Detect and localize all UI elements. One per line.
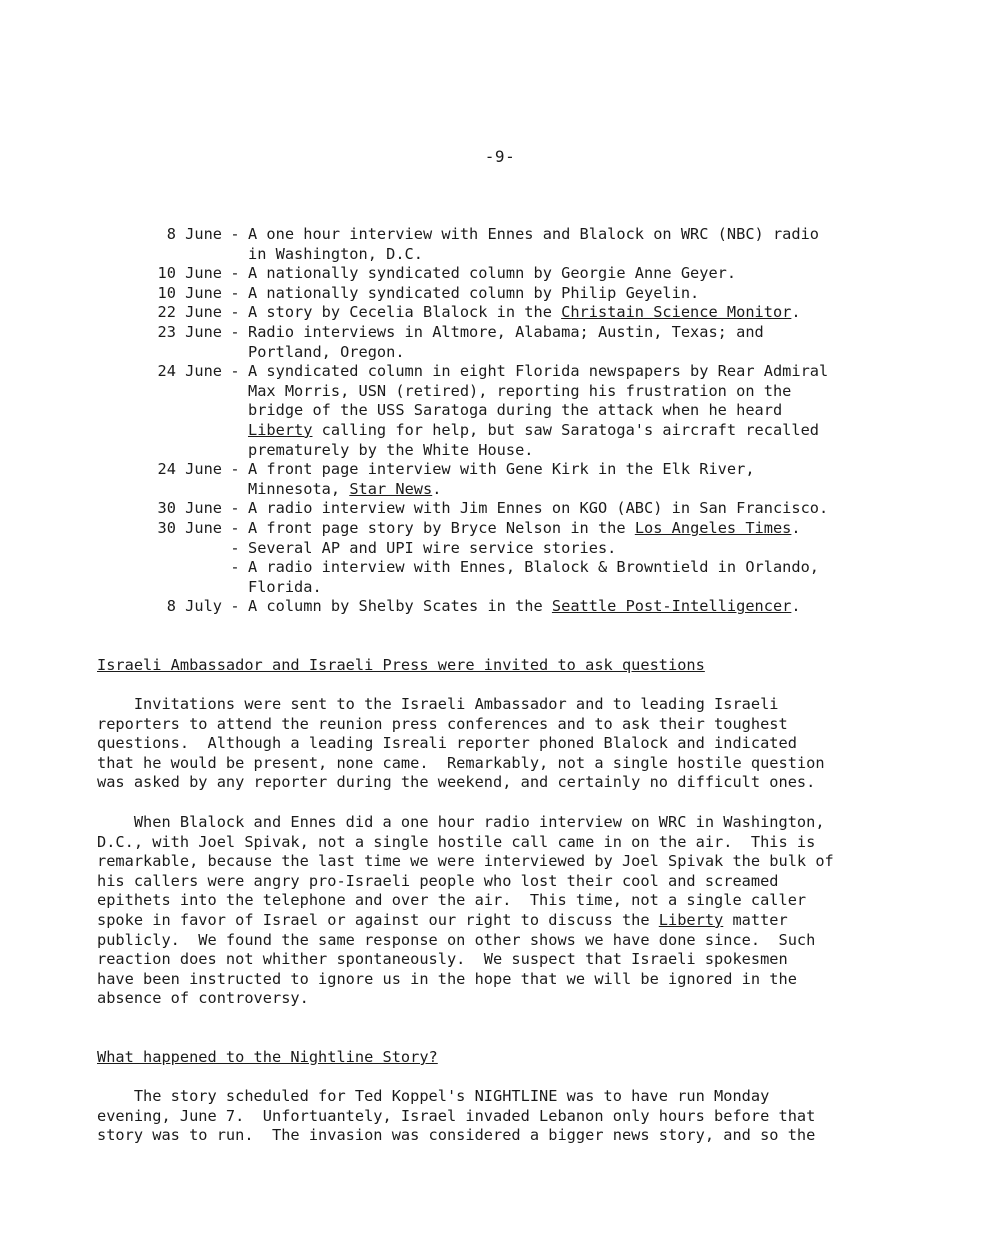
- entry-dash: -: [230, 518, 240, 537]
- entry-line: bridge of the USS Saratoga during the attack when he heard: [248, 401, 783, 420]
- list-item: [140, 460, 900, 499]
- entry-line: calling for help, but saw Saratoga's aircraft recalled: [312, 420, 819, 439]
- entry-line: Minnesota,: [248, 479, 350, 498]
- entry-line: A one hour interview with Ennes and Blalock on WRC (NBC) radio: [248, 225, 819, 243]
- publication-title: Star News: [349, 479, 433, 498]
- list-item: [140, 558, 900, 597]
- list-item: [140, 225, 900, 264]
- entry-line: Florida.: [248, 577, 322, 596]
- entry-text: [248, 303, 900, 323]
- paragraph-line: publicly. We found the same response on other shows we have done since. Such: [97, 930, 816, 949]
- media-coverage-list: [140, 225, 900, 617]
- publication-title: Christain Science Monitor: [561, 303, 792, 322]
- list-item: [140, 264, 900, 284]
- ship-name: Liberty: [658, 910, 724, 929]
- entry-line: A radio interview with Ennes, Blalock & Browntield in Orlando,: [248, 558, 819, 577]
- entry-line: A syndicated column in eight Florida newspapers by Rear Admiral: [248, 362, 829, 381]
- list-item: [140, 539, 900, 559]
- entry-dash: -: [230, 597, 240, 616]
- entry-dash: -: [230, 264, 240, 283]
- paragraph: [97, 1087, 917, 1146]
- section-heading: Israeli Ambassador and Israeli Press were invited to ask questions: [97, 656, 705, 674]
- entry-line: prematurely by the White House.: [248, 440, 534, 459]
- entry-date: 30 June: [157, 499, 222, 518]
- list-item: [140, 597, 900, 617]
- entry-text: [248, 284, 900, 304]
- entry-dash: -: [230, 362, 240, 381]
- entry-text: [248, 597, 900, 617]
- entry-text: [248, 225, 900, 264]
- paragraph-line: Invitations were sent to the Israeli Ambassador and to leading Israeli: [97, 695, 779, 713]
- paragraph-line: that he would be present, none came. Remarkably, not a single hostile question: [97, 753, 825, 772]
- entry-line: A story by Cecelia Blalock in the: [248, 303, 562, 322]
- paragraph-line: reaction does not whither spontaneously. We suspect that Israeli spokesmen: [97, 950, 788, 969]
- entry-line: A nationally syndicated column by Philip Geyelin.: [248, 283, 700, 302]
- paragraph-line: evening, June 7. Unfortuantely, Israel invaded Lebanon only hours before that: [97, 1106, 816, 1125]
- punctuation: .: [791, 518, 801, 537]
- list-item: [140, 519, 900, 539]
- entry-text: [248, 264, 900, 284]
- paragraph: [97, 695, 917, 793]
- text-run: matter: [723, 910, 788, 929]
- text-run: spoke in favor of Israel or against our right to discuss the: [97, 910, 659, 929]
- entry-date: 10 June: [157, 283, 222, 302]
- entry-dash: -: [230, 303, 240, 322]
- list-item: [140, 284, 900, 304]
- punctuation: .: [791, 303, 801, 322]
- entry-line: Several AP and UPI wire service stories.: [248, 538, 617, 557]
- section-heading: What happened to the Nightline Story?: [97, 1048, 438, 1066]
- entry-dash: -: [230, 283, 240, 302]
- paragraph-line: story was to run. The invasion was considered a bigger news story, and so the: [97, 1126, 816, 1145]
- publication-title: Seattle Post-Intelligencer: [551, 597, 792, 616]
- entry-date: 30 June: [157, 518, 222, 537]
- entry-text: [248, 323, 900, 362]
- paragraph-line: his callers were angry pro-Israeli people who lost their cool and screamed: [97, 871, 779, 890]
- entry-date: 10 June: [157, 264, 222, 283]
- entry-line: Radio interviews in Altmore, Alabama; Austin, Texas; and: [248, 322, 764, 341]
- paragraph-line: questions. Although a leading Isreali reporter phoned Blalock and indicated: [97, 734, 797, 753]
- entry-date: 24 June: [157, 460, 222, 479]
- paragraph-line: have been instructed to ignore us in the hope that we will be ignored in the: [97, 969, 797, 988]
- page-number: -9-: [484, 147, 516, 166]
- publication-title: Los Angeles Times: [634, 518, 792, 537]
- paragraph-line: epithets into the telephone and over the air. This time, not a single caller: [97, 891, 807, 910]
- entry-date: 8 June: [166, 225, 222, 243]
- paragraph-line: The story scheduled for Ted Koppel's NIGHTLINE was to have run Monday: [97, 1087, 770, 1105]
- entry-line: Portland, Oregon.: [248, 342, 405, 361]
- list-item: [140, 362, 900, 460]
- entry-text: [248, 499, 900, 519]
- list-item: [140, 303, 900, 323]
- entry-dash: -: [230, 538, 240, 557]
- entry-dash: -: [230, 558, 240, 577]
- entry-line: A front page story by Bryce Nelson in the: [248, 518, 635, 537]
- paragraph: [97, 813, 917, 1009]
- entry-text: [248, 460, 900, 499]
- entry-line: A front page interview with Gene Kirk in the Elk River,: [248, 460, 755, 479]
- punctuation: .: [432, 479, 442, 498]
- paragraph-line: remarkable, because the last time we were interviewed by Joel Spivak the bulk of: [97, 852, 834, 871]
- ship-name: Liberty: [248, 420, 313, 439]
- paragraph-line: reporters to attend the reunion press conferences and to ask their toughest: [97, 714, 788, 733]
- entry-text: [248, 519, 900, 539]
- punctuation: .: [791, 597, 801, 616]
- entry-dash: -: [230, 499, 240, 518]
- list-item: [140, 499, 900, 519]
- entry-date: 24 June: [157, 362, 222, 381]
- entry-date: 22 June: [157, 303, 222, 322]
- paragraph-line: [97, 911, 917, 931]
- entry-text: [248, 558, 900, 597]
- entry-date: 8 July: [166, 597, 222, 616]
- entry-text: [248, 362, 900, 460]
- entry-line: A column by Shelby Scates in the: [248, 597, 552, 616]
- entry-line: in Washington, D.C.: [248, 244, 423, 263]
- paragraph-line: was asked by any reporter during the weekend, and certainly no difficult ones.: [97, 773, 816, 792]
- paragraph-line: When Blalock and Ennes did a one hour radio interview on WRC in Washington,: [97, 813, 825, 831]
- paragraph-line: D.C., with Joel Spivak, not a single hostile call came in on the air. This is: [97, 832, 816, 851]
- entry-dash: -: [230, 322, 240, 341]
- entry-line: A radio interview with Jim Ennes on KGO (ABC) in San Francisco.: [248, 499, 829, 518]
- list-item: [140, 323, 900, 362]
- paragraph-line: absence of controversy.: [97, 989, 309, 1008]
- entry-line: Max Morris, USN (retired), reporting his frustration on the: [248, 381, 792, 400]
- entry-date: 23 June: [157, 322, 222, 341]
- entry-dash: -: [230, 225, 240, 243]
- entry-text: [248, 539, 900, 559]
- entry-line: A nationally syndicated column by Georgie Anne Geyer.: [248, 264, 737, 283]
- entry-dash: -: [230, 460, 240, 479]
